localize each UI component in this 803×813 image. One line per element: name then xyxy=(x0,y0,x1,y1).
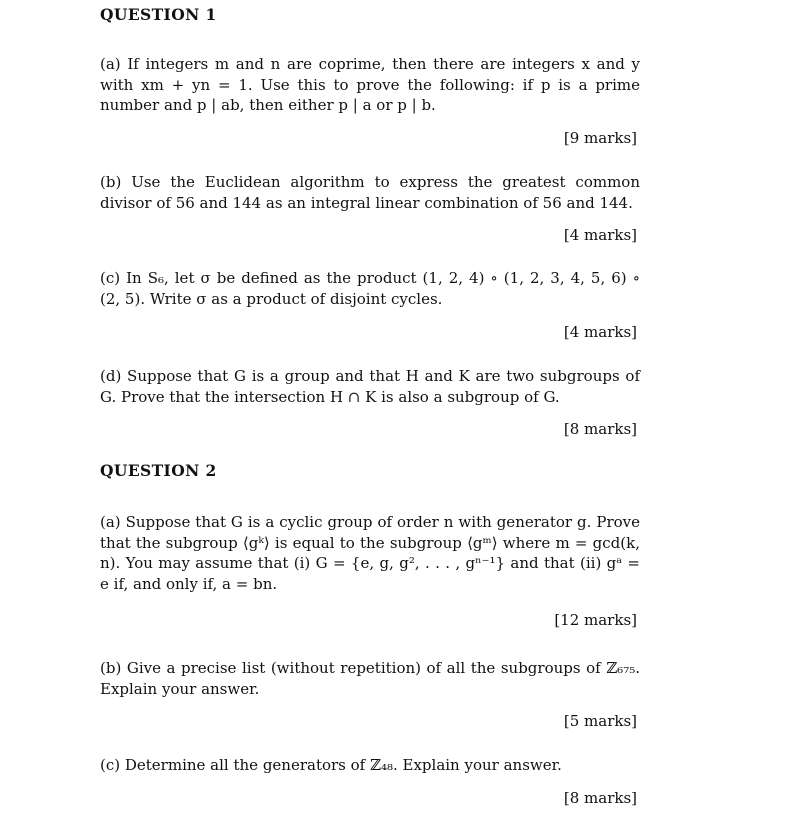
question-2a-text: (a) Suppose that G is a cyclic group of order n with generator g. Prove that the subgroup ⟨gᵏ⟩ is equal to the subgroup ⟨gᵐ⟩ where m = gcd(k, n). You may assume that (i) G = {e, g, g², . . . , gⁿ⁻¹} and that (ii) gᵃ = e if, and only if, a = bn. xyxy=(100,513,640,593)
question-2c-marks: [8 marks] xyxy=(563,789,637,807)
question-1a-marks: [9 marks] xyxy=(563,129,637,147)
question-1c-marks: [4 marks] xyxy=(563,323,637,341)
question-1c-text: (c) In S₆, let σ be defined as the product (1, 2, 4) ∘ (1, 2, 3, 4, 5, 6) ∘ (2, 5). Write σ as a product of disjoint cycles. xyxy=(100,269,640,308)
question-1d-text: (d) Suppose that G is a group and that H and K are two subgroups of G. Prove that the intersection H ∩ K is also a subgroup of G. xyxy=(100,367,640,406)
question-2b-text: (b) Give a precise list (without repetition) of all the subgroups of ℤ₆₇₅. Explain your answer. xyxy=(100,659,640,698)
question-2c-text: (c) Determine all the generators of ℤ₄₈. Explain your answer. xyxy=(100,756,562,774)
question-2b-marks: [5 marks] xyxy=(563,712,637,730)
question-1-title: QUESTION 1 xyxy=(100,5,217,24)
question-1b-marks: [4 marks] xyxy=(563,226,637,244)
question-1b-text: (b) Use the Euclidean algorithm to express the greatest common divisor of 56 and 144 as an integral linear combination of 56 and 144. xyxy=(100,173,640,212)
question-2-title: QUESTION 2 xyxy=(100,461,217,480)
question-1d-marks: [8 marks] xyxy=(563,420,637,438)
question-1a-text: (a) If integers m and n are coprime, then there are integers x and y with xm + yn = 1. Use this to prove the following: if p is a prime number and p | ab, then either p | a or p | b. xyxy=(100,55,640,114)
question-2a-marks: [12 marks] xyxy=(554,611,637,629)
